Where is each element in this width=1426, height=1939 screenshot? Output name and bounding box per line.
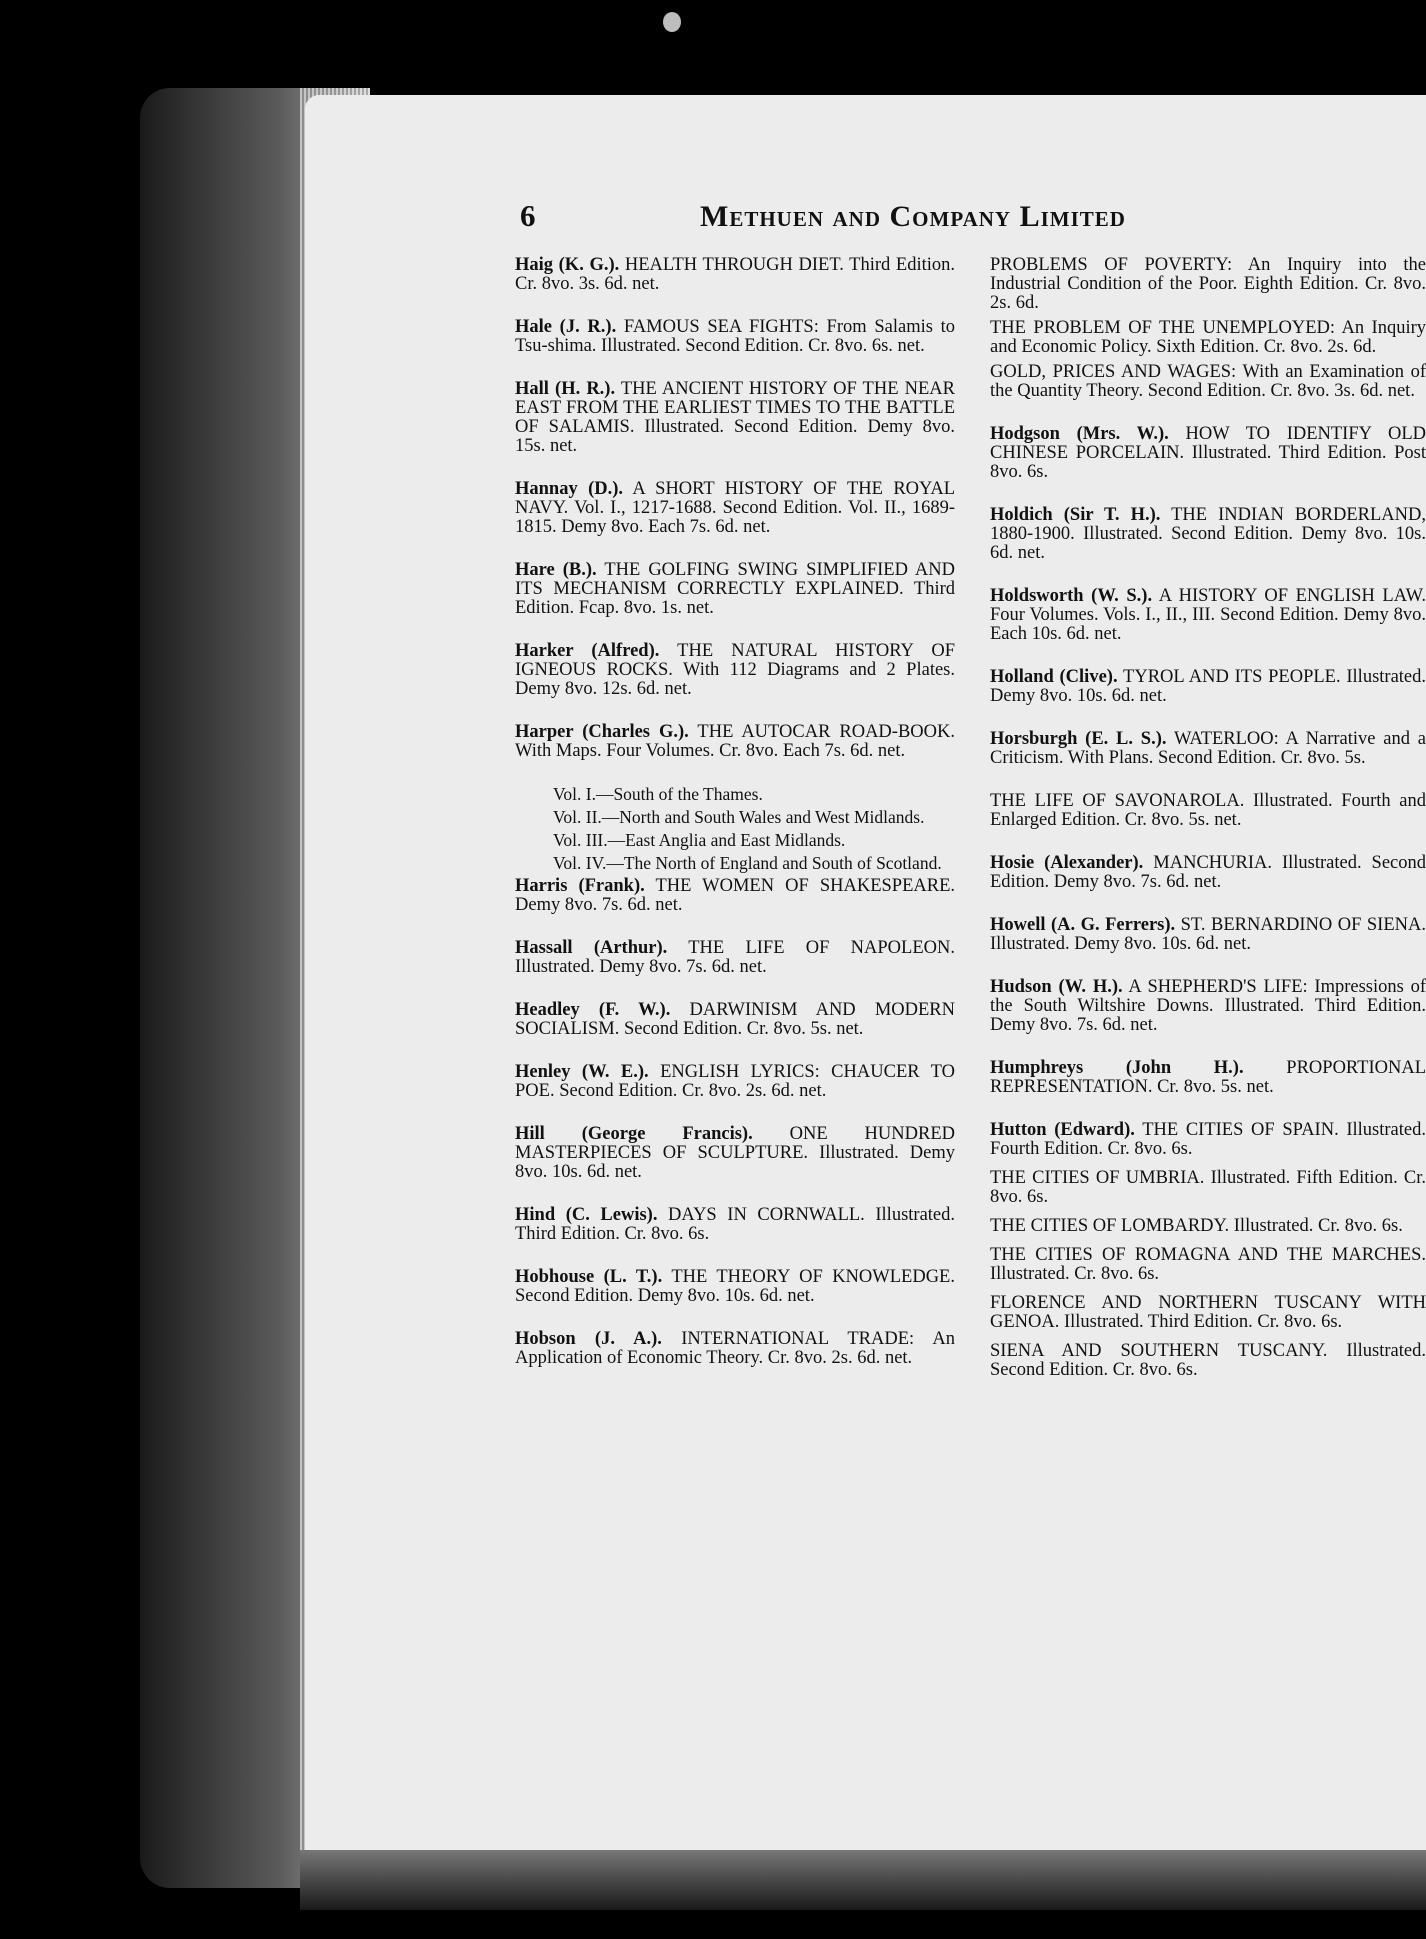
catalogue-entry	[515, 642, 955, 699]
entry-text: THE CITIES OF ROMAGNA AND THE MARCHES. Illustrated. Cr. 8vo. 6s.	[990, 1245, 1426, 1284]
catalogue-entry	[515, 1063, 955, 1101]
catalogue-entry	[515, 1268, 955, 1306]
catalogue-entry	[515, 1001, 955, 1039]
entry-author: Hosie (Alexander).	[990, 853, 1144, 873]
entry-text: ST. BERNARDINO OF SIENA. Illustrated. Demy 8vo. 10s. 6d. net.	[990, 915, 1426, 954]
entry-text: THE CITIES OF LOMBARDY. Illustrated. Cr. 8vo. 6s.	[990, 1216, 1403, 1236]
entry-author: Howell (A. G. Ferrers).	[990, 915, 1176, 935]
catalogue-entry	[990, 1121, 1426, 1159]
entry-text: A SHEPHERD'S LIFE: Impressions of the South Wiltshire Downs. Illustrated. Third Edition. Demy 8vo. 7s. 6d. net.	[990, 977, 1426, 1035]
entry-text: THE INDIAN BORDERLAND, 1880-1900. Illustrated. Second Edition. Demy 8vo. 10s. 6d. net.	[990, 505, 1426, 563]
entry-text: GOLD, PRICES AND WAGES: With an Examination of the Quantity Theory. Second Edition. Cr. 8vo. 3s. 6d. net.	[990, 362, 1426, 401]
sub-entry-text: Vol. III.—East Anglia and East Midlands.	[553, 830, 846, 850]
entry-author: Holdich (Sir T. H.).	[990, 505, 1161, 525]
catalogue-entry	[515, 318, 955, 356]
catalogue-entry	[515, 1330, 955, 1368]
entry-author: Hassall (Arthur).	[515, 938, 668, 958]
entry-text: THE CITIES OF UMBRIA. Illustrated. Fifth Edition. Cr. 8vo. 6s.	[990, 1168, 1426, 1207]
entry-author: Hannay (D.).	[515, 479, 624, 499]
entry-text: THE GOLFING SWING SIMPLIFIED AND ITS MECHANISM CORRECTLY EXPLAINED. Third Edition. Fcap. 8vo. 1s. net.	[515, 560, 955, 618]
entry-author: Headley (F. W.).	[515, 1000, 671, 1020]
entry-text: SIENA AND SOUTHERN TUSCANY. Illustrated. Second Edition. Cr. 8vo. 6s.	[990, 1341, 1426, 1380]
catalogue-entry	[515, 380, 955, 456]
entry-author: Harris (Frank).	[515, 876, 645, 896]
entry-text: THE LIFE OF NAPOLEON. Illustrated. Demy 8vo. 7s. 6d. net.	[515, 938, 955, 977]
catalogue-entry	[990, 1059, 1426, 1097]
catalogue-entry	[990, 587, 1426, 644]
entry-text: TYROL AND ITS PEOPLE. Illustrated. Demy 8vo. 10s. 6d. net.	[990, 667, 1426, 706]
catalogue-entry	[990, 978, 1426, 1035]
catalogue-entry	[515, 1125, 955, 1182]
page-bottom-shadow	[300, 1850, 1426, 1910]
entry-text: THE PROBLEM OF THE UNEMPLOYED: An Inquiry and Economic Policy. Sixth Edition. Cr. 8vo. 2s. 6d.	[990, 318, 1426, 357]
entry-text: MANCHURIA. Illustrated. Second Edition. Demy 8vo. 7s. 6d. net.	[990, 853, 1426, 892]
catalogue-entry	[990, 506, 1426, 563]
entry-text: INTERNATIONAL TRADE: An Application of Economic Theory. Cr. 8vo. 2s. 6d. net.	[515, 1329, 956, 1368]
catalogue-entry	[515, 723, 955, 761]
catalogue-entry	[990, 1246, 1426, 1284]
catalogue-sub-entry	[515, 808, 955, 827]
entry-author: Hind (C. Lewis).	[515, 1205, 658, 1225]
entry-author: Holland (Clive).	[990, 667, 1118, 687]
entry-author: Hobhouse (L. T.).	[515, 1267, 663, 1287]
entry-text: THE LIFE OF SAVONAROLA. Illustrated. Fourth and Enlarged Edition. Cr. 8vo. 5s. net.	[990, 791, 1426, 830]
catalogue-entry	[990, 792, 1426, 830]
entry-author: Hodgson (Mrs. W.).	[990, 424, 1169, 444]
sub-entry-text: Vol. IV.—The North of England and South of Scotland.	[553, 853, 942, 873]
entry-text: ENGLISH LYRICS: CHAUCER TO POE. Second Edition. Cr. 8vo. 2s. 6d. net.	[515, 1062, 955, 1101]
catalogue-entry	[990, 1294, 1426, 1332]
catalogue-entry	[515, 256, 955, 294]
left-column	[515, 256, 955, 1392]
entry-author: Harper (Charles G.).	[515, 722, 689, 742]
page-number: 6	[520, 198, 536, 233]
catalogue-entry	[990, 668, 1426, 706]
entry-author: Hale (J. R.).	[515, 317, 617, 337]
entry-author: Hutton (Edward).	[990, 1120, 1135, 1140]
catalogue-entry	[990, 730, 1426, 768]
entry-text: DARWINISM AND MODERN SOCIALISM. Second Edition. Cr. 8vo. 5s. net.	[515, 1000, 955, 1039]
catalogue-entry	[515, 939, 955, 977]
catalogue-entry	[990, 363, 1426, 401]
binding-hole	[663, 12, 681, 32]
entry-text: PROBLEMS OF POVERTY: An Inquiry into the Industrial Condition of the Poor. Eighth Edition. Cr. 8vo. 2s. 6d.	[990, 256, 1426, 313]
catalogue-entry	[990, 1169, 1426, 1207]
page-header	[520, 198, 1426, 248]
entry-text: FLORENCE AND NORTHERN TUSCANY WITH GENOA. Illustrated. Third Edition. Cr. 8vo. 6s.	[990, 1293, 1426, 1332]
entry-text: FAMOUS SEA FIGHTS: From Salamis to Tsu-shima. Illustrated. Second Edition. Cr. 8vo. 6s. net.	[515, 317, 956, 356]
entry-author: Harker (Alfred).	[515, 641, 660, 661]
catalogue-entry	[515, 480, 955, 537]
entry-author: Hudson (W. H.).	[990, 977, 1123, 997]
catalogue-entry	[990, 916, 1426, 954]
entry-text: HEALTH THROUGH DIET. Third Edition. Cr. 8vo. 3s. 6d. net.	[515, 255, 955, 294]
entry-text: DAYS IN CORNWALL. Illustrated. Third Edition. Cr. 8vo. 6s.	[515, 1205, 956, 1244]
entry-text: A HISTORY OF ENGLISH LAW. Four Volumes. Vols. I., II., III. Second Edition. Demy 8vo. Each 10s. 6d. net.	[990, 586, 1426, 644]
entry-text: THE NATURAL HISTORY OF IGNEOUS ROCKS. With 112 Diagrams and 2 Plates. Demy 8vo. 12s. 6d. net.	[515, 641, 955, 699]
catalogue-entry	[990, 854, 1426, 892]
entry-text: THE CITIES OF SPAIN. Illustrated. Fourth Edition. Cr. 8vo. 6s.	[990, 1120, 1426, 1159]
entry-text: HOW TO IDENTIFY OLD CHINESE PORCELAIN. Illustrated. Third Edition. Post 8vo. 6s.	[990, 424, 1426, 482]
catalogue-sub-entry	[515, 831, 955, 850]
sub-entry-text: Vol. I.—South of the Thames.	[553, 784, 763, 804]
entry-author: Hall (H. R.).	[515, 379, 616, 399]
catalogue-entry	[990, 1217, 1426, 1236]
entry-text: THE THEORY OF KNOWLEDGE. Second Edition. Demy 8vo. 10s. 6d. net.	[515, 1267, 955, 1306]
entry-text: WATERLOO: A Narrative and a Criticism. With Plans. Second Edition. Cr. 8vo. 5s.	[990, 729, 1426, 768]
catalogue-sub-entry	[515, 854, 955, 873]
sub-entry-text: Vol. II.—North and South Wales and West Midlands.	[553, 807, 925, 827]
entry-author: Hare (B.).	[515, 560, 597, 580]
catalogue-entry	[990, 1342, 1426, 1380]
catalogue-entry	[515, 877, 955, 915]
right-column	[990, 256, 1426, 1390]
entry-author: Humphreys (John H.).	[990, 1058, 1244, 1078]
entry-text: THE WOMEN OF SHAKESPEARE. Demy 8vo. 7s. 6d. net.	[515, 876, 955, 915]
running-title: Methuen and Company Limited	[700, 200, 1126, 233]
entry-author: Henley (W. E.).	[515, 1062, 649, 1082]
entry-text: PROPORTIONAL REPRESENTATION. Cr. 8vo. 5s. net.	[990, 1058, 1426, 1097]
entry-text: THE AUTOCAR ROAD-BOOK. With Maps. Four Volumes. Cr. 8vo. Each 7s. 6d. net.	[515, 722, 955, 761]
catalogue-entry	[990, 319, 1426, 357]
entry-author: Holdsworth (W. S.).	[990, 586, 1153, 606]
entry-text: ONE HUNDRED MASTERPIECES OF SCULPTURE. Illustrated. Demy 8vo. 10s. 6d. net.	[515, 1124, 955, 1182]
entry-author: Haig (K. G.).	[515, 255, 620, 275]
entry-author: Hill (George Francis).	[515, 1124, 753, 1144]
catalogue-entry	[990, 425, 1426, 482]
catalogue-entry	[515, 561, 955, 618]
catalogue-entry	[515, 1206, 955, 1244]
entry-author: Hobson (J. A.).	[515, 1329, 662, 1349]
catalogue-entry	[990, 256, 1426, 313]
entry-text: THE ANCIENT HISTORY OF THE NEAR EAST FROM THE EARLIEST TIMES TO THE BATTLE OF SALAMIS. Illustrated. Second Edition. Demy 8vo. 15s. net.	[515, 379, 955, 456]
entry-author: Horsburgh (E. L. S.).	[990, 729, 1167, 749]
catalogue-sub-entry	[515, 785, 955, 804]
entry-text: A SHORT HISTORY OF THE ROYAL NAVY. Vol. I., 1217-1688. Second Edition. Vol. II., 1689-1815. Demy 8vo. Each 7s. 6d. net.	[515, 479, 955, 537]
